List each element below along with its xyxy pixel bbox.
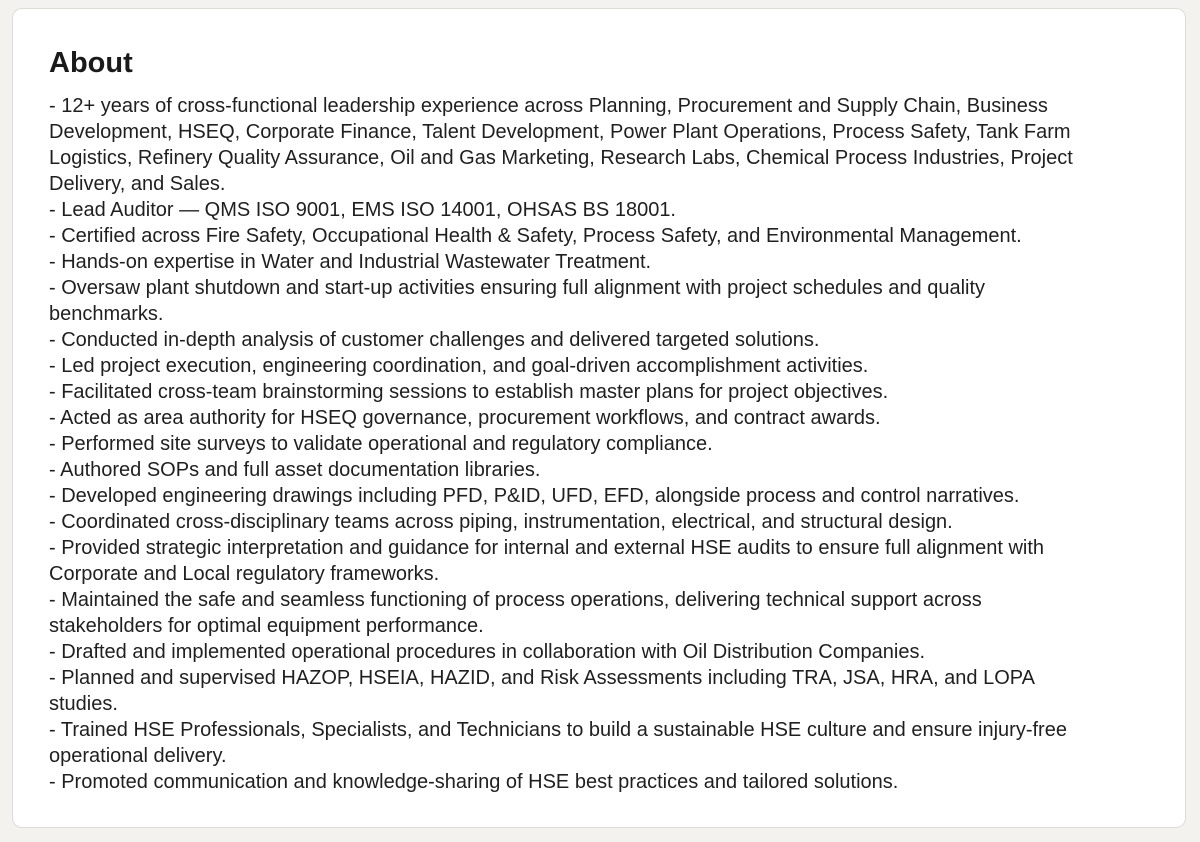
about-line: - Maintained the safe and seamless functioning of process operations, delivering technical support across (49, 589, 982, 611)
about-line: - Planned and supervised HAZOP, HSEIA, HAZID, and Risk Assessments including TRA, JSA, HRA, and LOPA (49, 667, 1035, 689)
about-line: studies. (49, 693, 118, 715)
about-line: - Led project execution, engineering coordination, and goal-driven accomplishment activities. (49, 355, 869, 377)
about-text (49, 93, 1149, 795)
about-line: stakeholders for optimal equipment performance. (49, 615, 484, 637)
about-line: - 12+ years of cross-functional leadership experience across Planning, Procurement and Supply Chain, Business (49, 95, 1048, 117)
about-line: Development, HSEQ, Corporate Finance, Talent Development, Power Plant Operations, Process Safety, Tank Farm (49, 121, 1071, 143)
about-line: - Performed site surveys to validate operational and regulatory compliance. (49, 433, 713, 455)
about-line: - Hands-on expertise in Water and Industrial Wastewater Treatment. (49, 251, 652, 273)
about-line: operational delivery. (49, 745, 227, 767)
about-line: - Certified across Fire Safety, Occupational Health & Safety, Process Safety, and Environmental Management. (49, 225, 1022, 247)
about-line: Corporate and Local regulatory frameworks. (49, 563, 440, 585)
about-line: - Lead Auditor — QMS ISO 9001, EMS ISO 14001, OHSAS BS 18001. (49, 199, 676, 221)
about-line: Logistics, Refinery Quality Assurance, Oil and Gas Marketing, Research Labs, Chemical Process Industries, Project (49, 147, 1073, 169)
about-line: - Provided strategic interpretation and guidance for internal and external HSE audits to ensure full alignment with (49, 537, 1045, 559)
about-line: - Authored SOPs and full asset documentation libraries. (49, 459, 541, 481)
about-line: - Acted as area authority for HSEQ governance, procurement workflows, and contract awards. (49, 407, 881, 429)
about-line: benchmarks. (49, 303, 164, 325)
about-line: - Promoted communication and knowledge-sharing of HSE best practices and tailored solutions. (49, 771, 899, 793)
about-line: - Facilitated cross-team brainstorming sessions to establish master plans for project objectives. (49, 381, 889, 403)
about-line: - Conducted in-depth analysis of customer challenges and delivered targeted solutions. (49, 329, 820, 351)
section-title: About (49, 47, 133, 79)
about-line: - Developed engineering drawings including PFD, P&ID, UFD, EFD, alongside process and control narratives. (49, 485, 1020, 507)
about-line: Delivery, and Sales. (49, 173, 226, 195)
about-line: - Drafted and implemented operational procedures in collaboration with Oil Distribution Companies. (49, 641, 926, 663)
about-line: - Oversaw plant shutdown and start-up activities ensuring full alignment with project schedules and quality (49, 277, 986, 299)
about-section (12, 8, 1186, 828)
about-line: - Coordinated cross-disciplinary teams across piping, instrumentation, electrical, and structural design. (49, 511, 953, 533)
about-line: - Trained HSE Professionals, Specialists, and Technicians to build a sustainable HSE culture and ensure injury-free (49, 719, 1067, 741)
